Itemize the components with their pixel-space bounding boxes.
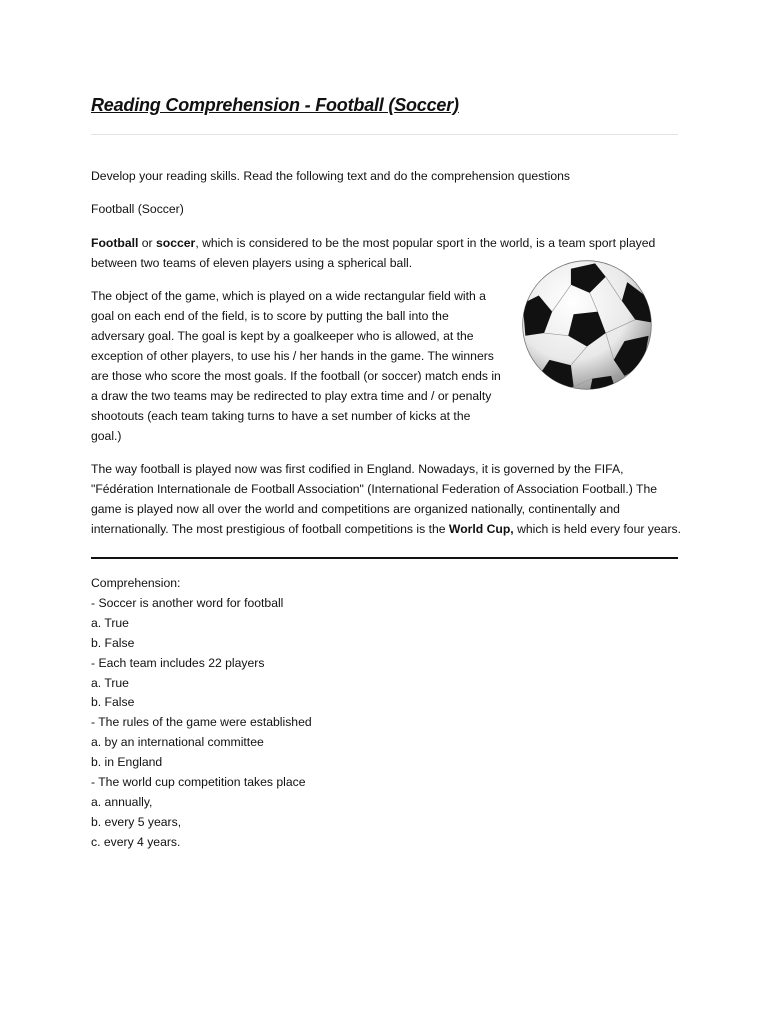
question-4-option-c: c. every 4 years. — [91, 834, 181, 849]
bold-football: Football — [91, 236, 139, 250]
or-text: or — [138, 236, 156, 250]
question-3-option-a: a. by an international committee — [91, 735, 264, 750]
intro-text: Develop your reading skills. Read the following text and do the comprehension questions — [91, 169, 570, 183]
question-2-option-b: b. False — [91, 695, 135, 710]
question-1: - Soccer is another word for football — [91, 595, 284, 610]
bold-world-cup: World Cup, — [448, 522, 514, 536]
question-3-option-b: b. in England — [91, 755, 163, 770]
comprehension-section — [91, 574, 312, 853]
subheading: Football (Soccer) — [91, 202, 184, 216]
question-2: - Each team includes 22 players — [91, 655, 265, 670]
question-4-option-a: a. annually, — [91, 794, 153, 809]
paragraph-2: The object of the game, which is played on a wide rectangular field with a goal on each end of the field, is to score by putting the ball into the adversary goal. The goal is kept by a goalkeeper who is allowed, at the exception of other players, to use his / her hands in the game. The winners are those who score the most goals. If the football (or soccer) match ends in a draw the two teams may be redirected to play extra time and / or penalty shootouts (each team taking turns to have a set number of kicks at the goal.) — [91, 289, 501, 443]
question-4: - The world cup competition takes place — [91, 775, 306, 790]
question-3: - The rules of the game were established — [91, 715, 312, 730]
paragraph-3-text: The way football is played now was first codified in England. Nowadays, it is governed by the FIFA, "Fédération Internationale de Football Association" (International Federation of Association Football.) The game is played now all over the world and competitions are organized nationally, continentally and internationally. The most prestigious of football competitions is the — [91, 462, 658, 536]
title-divider — [91, 134, 678, 135]
bold-soccer: soccer — [156, 236, 196, 250]
paragraph-3-end: which is held every four years. — [513, 522, 681, 536]
question-4-option-b: b. every 5 years, — [91, 814, 182, 829]
question-2-option-a: a. True — [91, 675, 129, 690]
page-title: Reading Comprehension - Football (Soccer) — [91, 95, 459, 115]
paragraph-1-rest: , which is considered to be the most popular sport in the world, is a team sport played between two teams of eleven players using a spherical ball. — [91, 236, 656, 270]
paragraph-3 — [91, 459, 686, 539]
comprehension-heading: Comprehension: — [91, 576, 181, 590]
soccer-ball-icon — [520, 258, 654, 392]
question-1-option-b: b. False — [91, 635, 135, 650]
question-1-option-a: a. True — [91, 615, 129, 630]
section-divider — [91, 557, 678, 559]
